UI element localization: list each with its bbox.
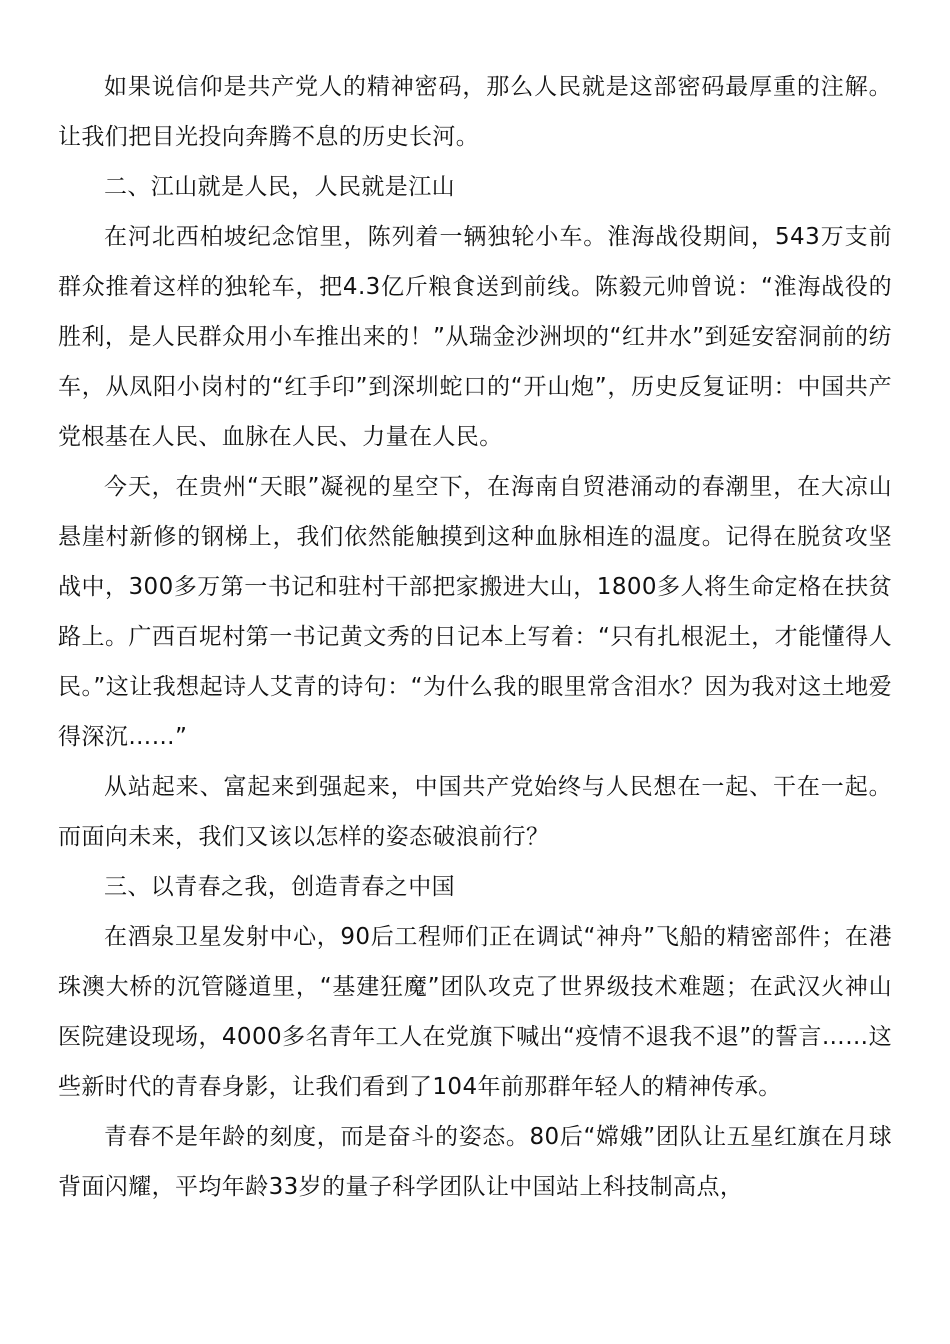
section-heading-2: 二、江山就是人民，人民就是江山 bbox=[104, 174, 455, 200]
paragraph-today: 今天，在贵州“天眼”凝视的星空下，在海南自贸港涌动的春潮里，在大凉山悬崖村新修的钢梯上，我们依然能触摸到这种血脉相连的温度。记得在脱贫攻坚战中，300多万第一书记和驻村干部把家搬进大山，1800多人将生命定格在扶贫路上。广西百坭村第一书记黄文秀的日记本上写着：“只有扎根泥土，才能懂得人民。”这让我想起诗人艾青的诗句：“为什么我的眼里常含泪水？因为我对这土地爱得深沉……” bbox=[58, 474, 892, 750]
paragraph-xibaipo: 在河北西柏坡纪念馆里，陈列着一辆独轮小车。淮海战役期间，543万支前群众推着这样的独轮车，把4.3亿斤粮食送到前线。陈毅元帅曾说：“淮海战役的胜利，是人民群众用小车推出来的！”从瑞金沙洲坝的“红井水”到延安窑洞前的纺车，从凤阳小岗村的“红手印”到深圳蛇口的“开山炮”，历史反复证明：中国共产党根基在人民、血脉在人民、力量在人民。 bbox=[58, 224, 892, 450]
paragraph-youth: 在酒泉卫星发射中心，90后工程师们正在调试“神舟”飞船的精密部件；在港珠澳大桥的沉管隧道里，“基建狂魔”团队攻克了世界级技术难题；在武汉火神山医院建设现场，4000多名青年工人在党旗下喊出“疫情不退我不退”的誓言……这些新时代的青春身影，让我们看到了104年前那群年轻人的精神传承。 bbox=[58, 924, 892, 1100]
section-heading-3: 三、以青春之我，创造青春之中国 bbox=[104, 874, 455, 900]
document-page bbox=[58, 62, 892, 1212]
paragraph-struggle: 青春不是年龄的刻度，而是奋斗的姿态。80后“嫦娥”团队让五星红旗在月球背面闪耀，平均年龄33岁的量子科学团队让中国站上科技制高点， bbox=[58, 1124, 892, 1200]
paragraph-intro: 如果说信仰是共产党人的精神密码，那么人民就是这部密码最厚重的注解。让我们把目光投向奔腾不息的历史长河。 bbox=[58, 74, 892, 150]
paragraph-transition: 从站起来、富起来到强起来，中国共产党始终与人民想在一起、干在一起。而面向未来，我们又该以怎样的姿态破浪前行？ bbox=[58, 774, 892, 850]
